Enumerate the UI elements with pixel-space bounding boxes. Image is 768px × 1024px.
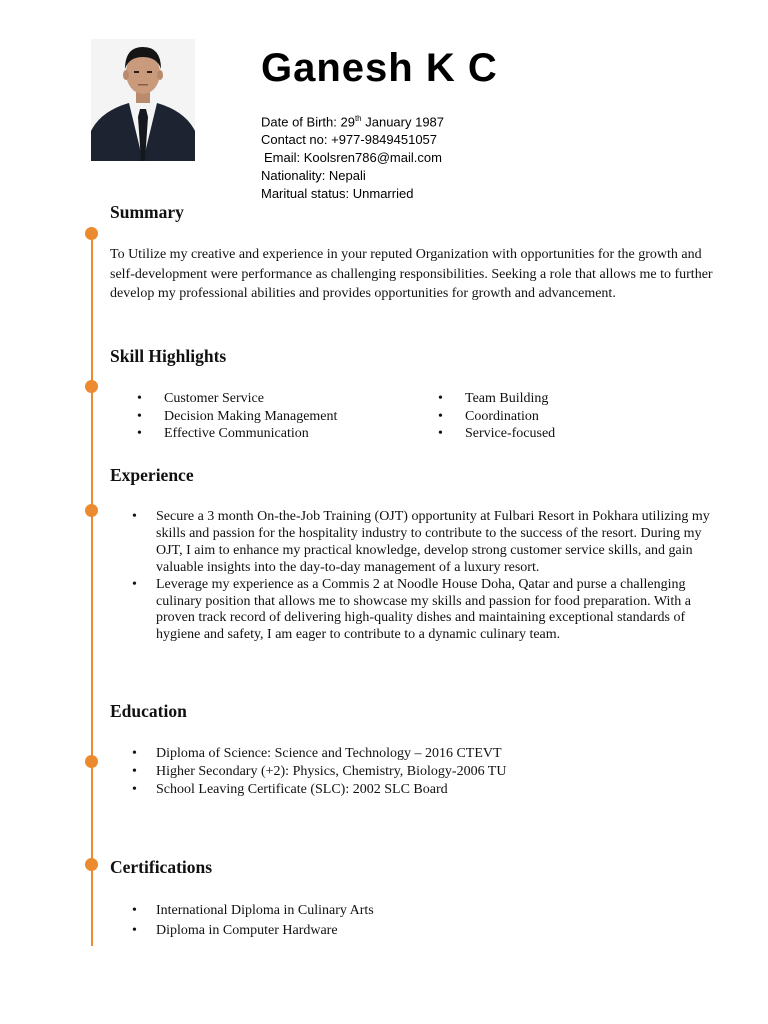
timeline-dot-summary	[85, 227, 98, 240]
education-item: • Diploma of Science: Science and Technology – 2016 CTEVT	[132, 745, 714, 763]
certifications-list	[132, 901, 714, 941]
marital-status: Maritual status: Unmarried	[261, 186, 414, 202]
skill-item: • Team Building	[438, 390, 555, 408]
skill-item: • Coordination	[438, 408, 555, 426]
certification-item: • International Diploma in Culinary Arts	[132, 901, 714, 921]
education-item: • Higher Secondary (+2): Physics, Chemistry, Biology-2006 TU	[132, 763, 714, 781]
personal-info	[261, 110, 444, 203]
email-address: Email: Koolsren786@mail.com	[264, 150, 442, 166]
skill-item: • Effective Communication	[137, 425, 337, 443]
skills-list-left	[137, 390, 337, 443]
education-list	[132, 745, 714, 799]
dob-suffix: January 1987	[361, 114, 445, 130]
skills-list-right	[438, 390, 555, 443]
section-heading-summary: Summary	[110, 202, 184, 222]
profile-photo-portrait	[91, 39, 195, 161]
timeline-line	[91, 230, 93, 946]
section-heading-experience: Experience	[110, 465, 194, 485]
skill-item: • Service-focused	[438, 425, 555, 443]
dob-ordinal: th	[354, 114, 362, 123]
date-of-birth	[261, 110, 444, 131]
nationality: Nationality: Nepali	[261, 168, 366, 184]
contact-number: Contact no: +977-9849451057	[261, 132, 438, 148]
experience-list	[132, 509, 714, 644]
timeline-dot-education	[85, 755, 98, 768]
skill-item: • Decision Making Management	[137, 408, 337, 426]
section-heading-education: Education	[110, 701, 187, 721]
timeline-dot-certifications	[85, 858, 98, 871]
candidate-name: Ganesh K C	[261, 46, 498, 90]
experience-item: • Secure a 3 month On-the-Job Training (OJT) opportunity at Fulbari Resort in Pokhara utilizing my skills and passion for the hospitality industry to contribute to the success of the resort. During my OJT, I aim to enhance my practical knowledge, develop strong customer service skills, and gain valuable insights into the day-to-day management of a luxury resort.	[132, 509, 714, 577]
education-item: • School Leaving Certificate (SLC): 2002 SLC Board	[132, 781, 714, 799]
timeline-dot-experience	[85, 504, 98, 517]
timeline-dot-skills	[85, 380, 98, 393]
summary-text: To Utilize my creative and experience in your reputed Organization with opportunities for the growth and self-development were performance as challenging responsibilities. Seeking a role that allows me to further develop my professional abilities and provides opportunities for growth and advancement.	[110, 247, 713, 301]
certification-item: • Diploma in Computer Hardware	[132, 921, 714, 941]
skill-item: • Customer Service	[137, 390, 337, 408]
dob-prefix: Date of Birth: 29	[261, 114, 355, 130]
section-heading-skills: Skill Highlights	[110, 346, 227, 366]
experience-item: • Leverage my experience as a Commis 2 at Noodle House Doha, Qatar and purse a challenging culinary position that allows me to showcase my skills and passion for food preparation. With a proven track record of delivering high-quality dishes and maintaining exceptional standards of hygiene and safety, I am eager to contribute to a dynamic culinary team.	[132, 577, 714, 645]
section-heading-certifications: Certifications	[110, 857, 213, 877]
profile-photo	[91, 39, 195, 161]
